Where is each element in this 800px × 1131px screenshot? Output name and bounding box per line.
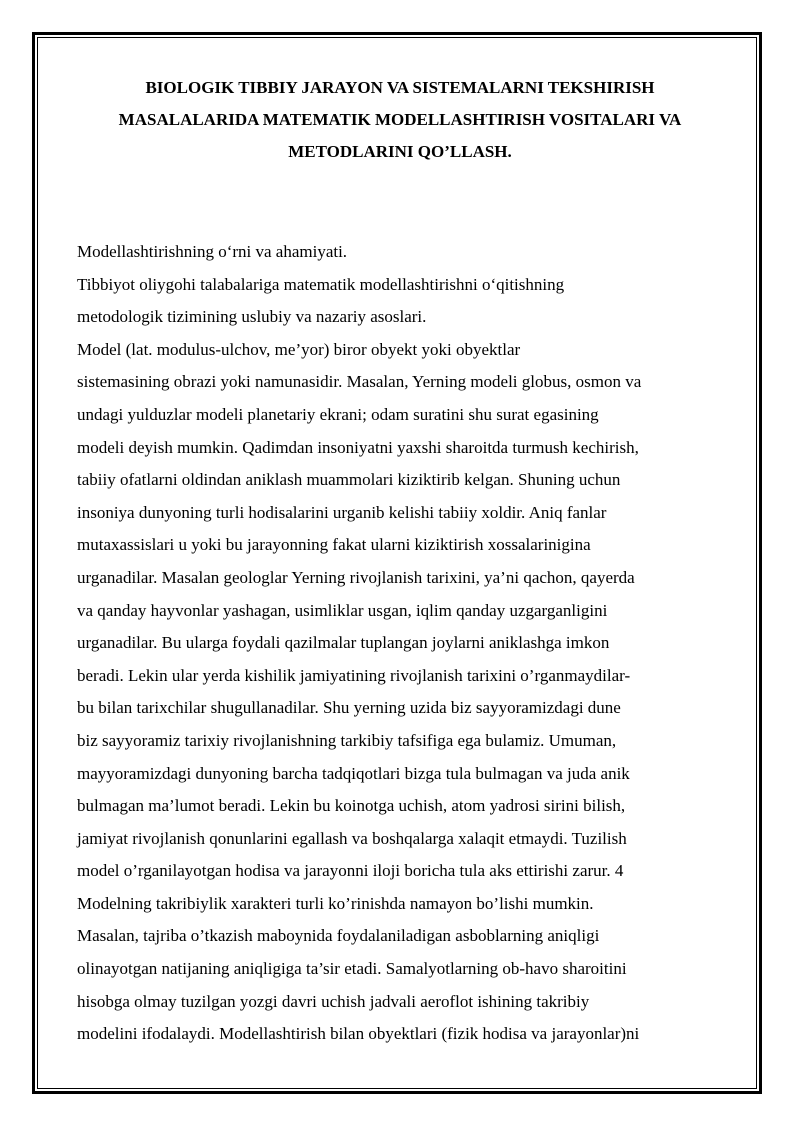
text-line: Modelning takribiylik xarakteri turli ko’rinishda namayon bo’lishi mumkin. bbox=[77, 893, 594, 913]
title-line: BIOLOGIK TIBBIY JARAYON VA SISTEMALARNI TEKSHIRISH bbox=[145, 78, 655, 97]
section-heading: Modellashtirishning o‘rni va ahamiyati. bbox=[77, 242, 348, 261]
text-line: mayyoramizdagi dunyoning barcha tadqiqotlari bizga tula bulmagan va juda anik bbox=[77, 763, 630, 783]
text-line: biz sayyoramiz tarixiy rivojlanishning tarkibiy tafsifiga ega bulamiz. Umuman, bbox=[77, 730, 617, 750]
text-line: tabiiy ofatlarni oldindan aniklash muammolari kiziktirib kelgan. Shuning uchun bbox=[77, 470, 621, 490]
text-line: urganadilar. Bu ularga foydali qazilmalar tuplangan joylarni aniklashga imkon bbox=[77, 633, 610, 653]
text-line: beradi. Lekin ular yerda kishilik jamiyatining rivojlanish tarixini o’rganmaydilar- bbox=[77, 665, 631, 685]
text-line: insoniya dunyoning turli hodisalarini urganib kelishi tabiiy xoldir. Aniq fanlar bbox=[77, 502, 607, 522]
text-line: undagi yulduzlar modeli planetariy ekrani; odam suratini shu surat egasining bbox=[77, 404, 599, 424]
text-line: metodologik tizimining uslubiy va nazariy asoslari. bbox=[77, 307, 427, 327]
text-line: sistemasining obrazi yoki namunasidir. Masalan, Yerning modeli globus, osmon va bbox=[77, 372, 642, 392]
document-title bbox=[60, 72, 740, 168]
text-line: Model (lat. modulus-ulchov, me’yor) biror obyekt yoki obyektlar bbox=[77, 339, 521, 359]
document-body bbox=[77, 236, 737, 1051]
text-line: mutaxassislari u yoki bu jarayonning fakat ularni kiziktirish xossalarinigina bbox=[77, 535, 591, 555]
text-line: bu bilan tarixchilar shugullanadilar. Shu yerning uzida biz sayyoramizdagi dune bbox=[77, 698, 621, 718]
text-line: hisobga olmay tuzilgan yozgi davri uchish jadvali aeroflot ishining takribiy bbox=[77, 991, 590, 1011]
text-line: modelini ifodalaydi. Modellashtirish bilan obyektlari (fizik hodisa va jarayonlar)ni bbox=[77, 1024, 640, 1044]
text-line: jamiyat rivojlanish qonunlarini egallash va boshqalarga xalaqit etmaydi. Tuzilish bbox=[77, 828, 627, 848]
text-line: urganadilar. Masalan geologlar Yerning rivojlanish tarixini, ya’ni qachon, qayerda bbox=[77, 567, 635, 587]
title-line: MASALALARIDA MATEMATIK MODELLASHTIRISH VOSITALARI VA bbox=[118, 110, 682, 129]
title-line: METODLARINI QO’LLASH. bbox=[288, 142, 512, 161]
text-line: bulmagan ma’lumot beradi. Lekin bu koinotga uchish, atom yadrosi sirini bilish, bbox=[77, 796, 626, 816]
text-line: Masalan, tajriba o’tkazish maboynida foydalaniladigan asboblarning aniqligi bbox=[77, 926, 600, 946]
text-line: olinayotgan natijaning aniqligiga ta’sir etadi. Samalyotlarning ob-havo sharoitini bbox=[77, 959, 627, 979]
text-line: model o’rganilayotgan hodisa va jarayonni iloji boricha tula aks ettirishi zarur. 4 bbox=[77, 861, 624, 881]
text-line: va qanday hayvonlar yashagan, usimliklar usgan, iqlim qanday uzgarganligini bbox=[77, 600, 608, 620]
text-line: modeli deyish mumkin. Qadimdan insoniyatni yaxshi sharoitda turmush kechirish, bbox=[77, 437, 639, 457]
text-line: Tibbiyot oliygohi talabalariga matematik modellashtirishni o‘qitishning bbox=[77, 274, 565, 294]
